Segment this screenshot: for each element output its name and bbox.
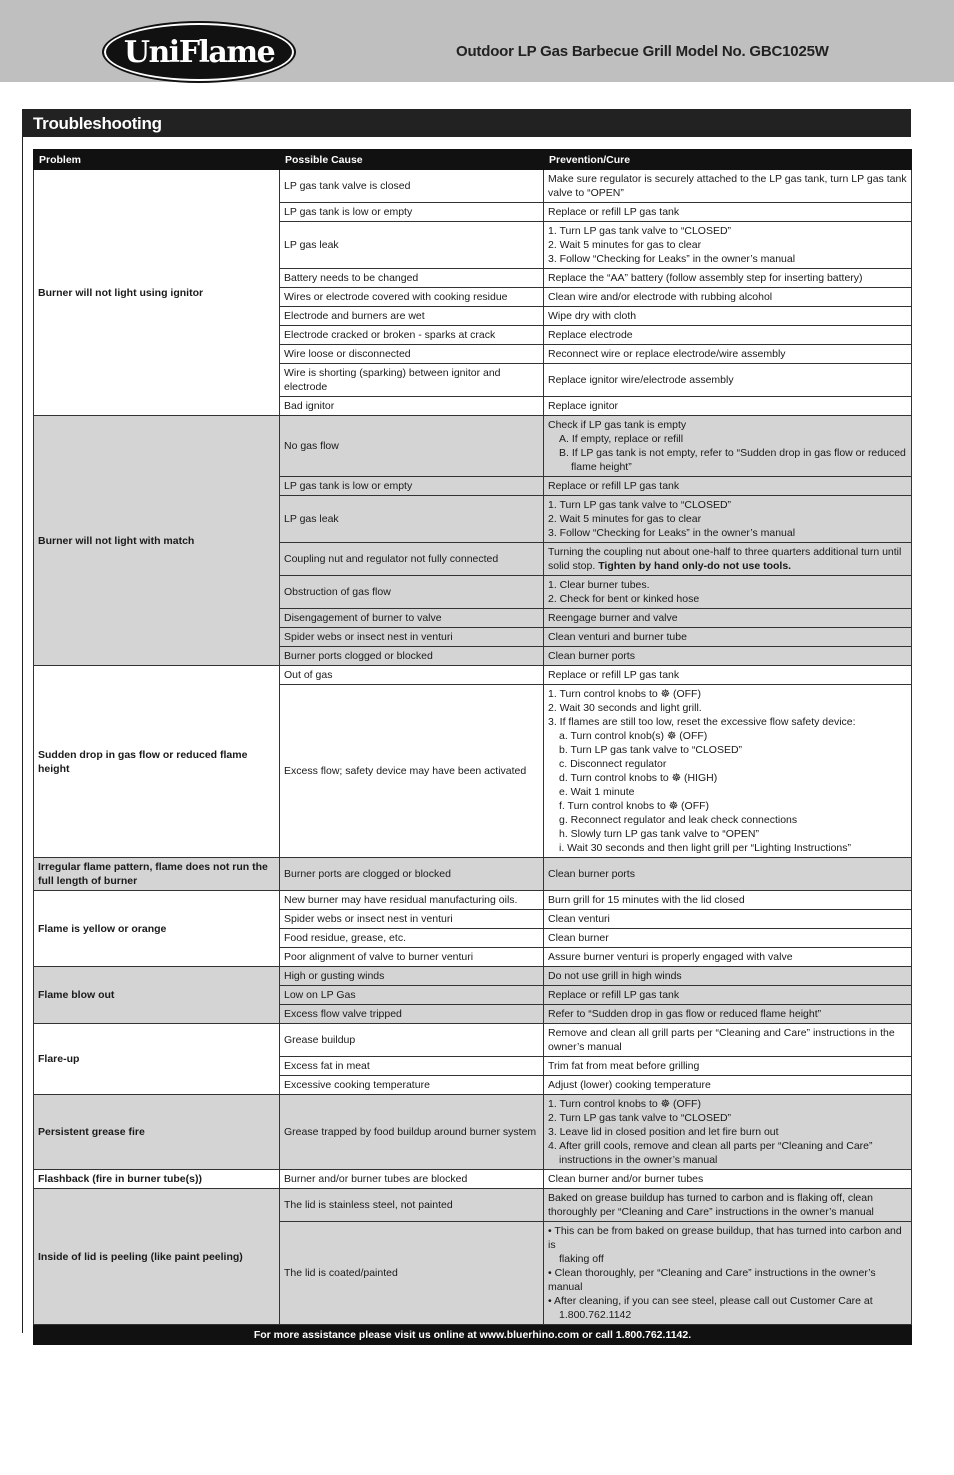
cure-line: Assure burner venturi is properly engaged with valve: [548, 951, 793, 963]
cause-cell: LP gas leak: [280, 496, 544, 543]
cure-line: 3. Follow “Checking for Leaks” in the owner’s manual: [548, 527, 796, 539]
cure-line: 3. Follow “Checking for Leaks” in the owner’s manual: [548, 253, 796, 265]
column-header-cause: Possible Cause: [280, 150, 544, 170]
assistance-footer: For more assistance please visit us online at www.bluerhino.com or call 1.800.762.1142.: [34, 1325, 912, 1345]
cure-text: Turning the coupling nut about one-half to three quarters additional turn until solid stop.: [548, 546, 902, 572]
cause-cell: Excessive cooking temperature: [280, 1076, 544, 1095]
cure-cell: [544, 967, 912, 986]
cause-cell: Low on LP Gas: [280, 986, 544, 1005]
cure-cell: [544, 1170, 912, 1189]
cure-cell: [544, 948, 912, 967]
cure-line: 2. Wait 30 seconds and light grill.: [548, 702, 702, 714]
brand-logo-text: UniFlame: [123, 34, 275, 70]
cause-cell: Electrode cracked or broken - sparks at crack: [280, 326, 544, 345]
cure-line: 1. Turn LP gas tank valve to “CLOSED”: [548, 225, 732, 237]
cure-line: Baked on grease buildup has turned to carbon and is flaking off, clean thoroughly per “Cleaning and Care” instructions in the owner’s manual: [548, 1192, 874, 1218]
cure-line: Trim fat from meat before grilling: [548, 1060, 700, 1072]
table-row: [34, 1170, 912, 1189]
cure-line: Clean burner ports: [548, 868, 635, 880]
cure-cell: [544, 986, 912, 1005]
cure-line: Replace or refill LP gas tank: [548, 206, 680, 218]
cure-line: instructions in the owner’s manual: [559, 1154, 718, 1166]
cure-cell: [544, 496, 912, 543]
cause-cell: The lid is stainless steel, not painted: [280, 1189, 544, 1222]
cure-line: 1. Turn LP gas tank valve to “CLOSED”: [548, 499, 732, 511]
cure-cell: [544, 666, 912, 685]
cure-cell: [544, 1005, 912, 1024]
cause-cell: High or gusting winds: [280, 967, 544, 986]
cure-line: 1. Turn control knobs to ☸ (OFF): [548, 688, 701, 700]
section-header: [22, 109, 911, 137]
table-row: [34, 1024, 912, 1057]
cure-cell: [544, 929, 912, 948]
cure-line: Replace ignitor wire/electrode assembly: [548, 374, 734, 386]
cure-cell: [544, 326, 912, 345]
cure-line: B. If LP gas tank is not empty, refer to “Sudden drop in gas flow or reduced: [559, 447, 906, 459]
column-header-problem: Problem: [34, 150, 280, 170]
cure-line: 1.800.762.1142: [559, 1309, 632, 1321]
table-footer-row: [34, 1325, 912, 1345]
cure-line: Clean burner: [548, 932, 609, 944]
problem-cell: Burner will not light using ignitor: [34, 170, 280, 416]
cure-line: b. Turn LP gas tank valve to “CLOSED”: [559, 744, 743, 756]
cause-cell: Grease trapped by food buildup around burner system: [280, 1095, 544, 1170]
cure-line: 4. After grill cools, remove and clean all parts per “Cleaning and Care”: [548, 1140, 873, 1152]
cure-cell: [544, 1095, 912, 1170]
cure-line: Replace or refill LP gas tank: [548, 669, 680, 681]
cure-line: Reengage burner and valve: [548, 612, 678, 624]
cause-cell: Poor alignment of valve to burner venturi: [280, 948, 544, 967]
cure-line: Replace the “AA” battery (follow assembly step for inserting battery): [548, 272, 863, 284]
cure-line: Check if LP gas tank is empty: [548, 419, 687, 431]
cause-cell: The lid is coated/painted: [280, 1222, 544, 1325]
cure-cell: [544, 858, 912, 891]
cure-cell: [544, 203, 912, 222]
cure-line: • This can be from baked on grease buildup, that has turned into carbon and is: [548, 1225, 902, 1251]
cure-cell: [544, 1024, 912, 1057]
cause-cell: Burner and/or burner tubes are blocked: [280, 1170, 544, 1189]
cure-line: Replace or refill LP gas tank: [548, 989, 680, 1001]
cause-cell: Wire is shorting (sparking) between ignitor and electrode: [280, 364, 544, 397]
cause-cell: LP gas tank is low or empty: [280, 203, 544, 222]
cure-cell: [544, 222, 912, 269]
cause-cell: Excess flow; safety device may have been activated: [280, 685, 544, 858]
cure-line: Clean venturi: [548, 913, 610, 925]
cause-cell: Burner ports clogged or blocked: [280, 647, 544, 666]
cure-cell: [544, 477, 912, 496]
cure-line: 2. Turn LP gas tank valve to “CLOSED”: [548, 1112, 732, 1124]
cure-line: Replace or refill LP gas tank: [548, 480, 680, 492]
cure-line: Clean venturi and burner tube: [548, 631, 687, 643]
cure-line: 2. Wait 5 minutes for gas to clear: [548, 239, 702, 251]
cure-line: g. Reconnect regulator and leak check connections: [559, 814, 798, 826]
cure-line: A. If empty, replace or refill: [559, 433, 684, 445]
cure-line: Wipe dry with cloth: [548, 310, 637, 322]
cure-cell: [544, 685, 912, 858]
cure-cell: [544, 170, 912, 203]
cure-line: e. Wait 1 minute: [559, 786, 635, 798]
cure-line: h. Slowly turn LP gas tank valve to “OPEN”: [559, 828, 759, 840]
cure-line: Reconnect wire or replace electrode/wire assembly: [548, 348, 786, 360]
cause-cell: Spider webs or insect nest in venturi: [280, 628, 544, 647]
cure-cell: [544, 910, 912, 929]
cure-line: 2. Wait 5 minutes for gas to clear: [548, 513, 702, 525]
cure-cell: [544, 609, 912, 628]
troubleshooting-table: [33, 149, 912, 1345]
cure-cell: [544, 345, 912, 364]
cure-cell: [544, 307, 912, 326]
cause-cell: Electrode and burners are wet: [280, 307, 544, 326]
cause-cell: New burner may have residual manufacturing oils.: [280, 891, 544, 910]
cure-line: • After cleaning, if you can see steel, please call out Customer Care at: [548, 1295, 873, 1307]
problem-cell: Inside of lid is peeling (like paint peeling): [34, 1189, 280, 1325]
cure-line: i. Wait 30 seconds and then light grill per “Lighting Instructions”: [559, 842, 852, 854]
cause-cell: Bad ignitor: [280, 397, 544, 416]
cure-line: Clean burner ports: [548, 650, 635, 662]
problem-cell: Flame blow out: [34, 967, 280, 1024]
cure-cell: [544, 288, 912, 307]
table-header-row: [34, 150, 912, 170]
cure-cell: [544, 1076, 912, 1095]
cure-line: flaking off: [559, 1253, 604, 1265]
cure-line: f. Turn control knobs to ☸ (OFF): [559, 800, 710, 812]
cure-line: Remove and clean all grill parts per “Cleaning and Care” instructions in the owner’s manual: [548, 1027, 895, 1053]
cause-cell: Coupling nut and regulator not fully connected: [280, 543, 544, 576]
cause-cell: Excess flow valve tripped: [280, 1005, 544, 1024]
cure-cell: [544, 1222, 912, 1325]
cure-line: Adjust (lower) cooking temperature: [548, 1079, 711, 1091]
cure-line: 3. Leave lid in closed position and let fire burn out: [548, 1126, 779, 1138]
cure-cell: [544, 628, 912, 647]
cure-line: Burn grill for 15 minutes with the lid closed: [548, 894, 745, 906]
cure-cell: [544, 416, 912, 477]
cure-line: 3. If flames are still too low, reset the excessive flow safety device:: [548, 716, 856, 728]
cure-line: 1. Clear burner tubes.: [548, 579, 650, 591]
cause-cell: Grease buildup: [280, 1024, 544, 1057]
cause-cell: Burner ports are clogged or blocked: [280, 858, 544, 891]
cure-cell: [544, 891, 912, 910]
table-row: [34, 416, 912, 477]
table-row: [34, 170, 912, 203]
cause-cell: Wire loose or disconnected: [280, 345, 544, 364]
column-header-cure: Prevention/Cure: [544, 150, 912, 170]
uniflame-logo: [104, 23, 294, 81]
cause-cell: Food residue, grease, etc.: [280, 929, 544, 948]
cure-line: Clean wire and/or electrode with rubbing alcohol: [548, 291, 773, 303]
cure-line: flame height”: [571, 461, 632, 473]
page-header: [0, 0, 954, 82]
cure-cell: [544, 576, 912, 609]
cure-line: d. Turn control knobs to ☸ (HIGH): [559, 772, 718, 784]
problem-cell: Burner will not light with match: [34, 416, 280, 666]
cause-cell: Battery needs to be changed: [280, 269, 544, 288]
cure-line: Refer to “Sudden drop in gas flow or reduced flame height”: [548, 1008, 822, 1020]
problem-cell: Irregular flame pattern, flame does not run the full length of burner: [34, 858, 280, 891]
cause-cell: LP gas leak: [280, 222, 544, 269]
cause-cell: LP gas tank valve is closed: [280, 170, 544, 203]
table-row: [34, 1095, 912, 1170]
cause-cell: No gas flow: [280, 416, 544, 477]
cure-cell: [544, 1057, 912, 1076]
cure-line: 2. Check for bent or kinked hose: [548, 593, 700, 605]
problem-cell: Flashback (fire in burner tube(s)): [34, 1170, 280, 1189]
table-row: [34, 858, 912, 891]
cure-line: Make sure regulator is securely attached to the LP gas tank, turn LP gas tank valve to “OPEN”: [548, 173, 907, 199]
cure-line: a. Turn control knob(s) ☸ (OFF): [559, 730, 708, 742]
cure-line: 1. Turn control knobs to ☸ (OFF): [548, 1098, 701, 1110]
table-row: [34, 967, 912, 986]
cure-line: Clean burner and/or burner tubes: [548, 1173, 704, 1185]
problem-cell: Flare-up: [34, 1024, 280, 1095]
cure-cell: [544, 364, 912, 397]
cure-cell: [544, 397, 912, 416]
left-margin-rule: [22, 137, 23, 1333]
cure-cell: [544, 1189, 912, 1222]
problem-cell: Flame is yellow or orange: [34, 891, 280, 967]
cure-cell: [544, 647, 912, 666]
section-title: Troubleshooting: [33, 114, 162, 133]
cure-warning-text: Tighten by hand only-do not use tools.: [598, 560, 792, 572]
cause-cell: Spider webs or insect nest in venturi: [280, 910, 544, 929]
cause-cell: LP gas tank is low or empty: [280, 477, 544, 496]
table-row: [34, 666, 912, 685]
cure-line: Replace ignitor: [548, 400, 619, 412]
table-row: [34, 1189, 912, 1222]
cure-line: Replace electrode: [548, 329, 633, 341]
cure-line: Do not use grill in high winds: [548, 970, 682, 982]
cure-line: c. Disconnect regulator: [559, 758, 667, 770]
document-title: Outdoor LP Gas Barbecue Grill Model No. GBC1025W: [456, 43, 829, 60]
cure-line: • Clean thoroughly, per “Cleaning and Care” instructions in the owner’s manual: [548, 1267, 876, 1293]
problem-cell: Sudden drop in gas flow or reduced flame height: [34, 666, 280, 858]
cause-cell: Excess fat in meat: [280, 1057, 544, 1076]
cause-cell: Wires or electrode covered with cooking residue: [280, 288, 544, 307]
cure-cell: [544, 543, 912, 576]
table-row: [34, 891, 912, 910]
cause-cell: Disengagement of burner to valve: [280, 609, 544, 628]
cause-cell: Obstruction of gas flow: [280, 576, 544, 609]
cause-cell: Out of gas: [280, 666, 544, 685]
table-body: [34, 170, 912, 1325]
problem-cell: Persistent grease fire: [34, 1095, 280, 1170]
cure-cell: [544, 269, 912, 288]
